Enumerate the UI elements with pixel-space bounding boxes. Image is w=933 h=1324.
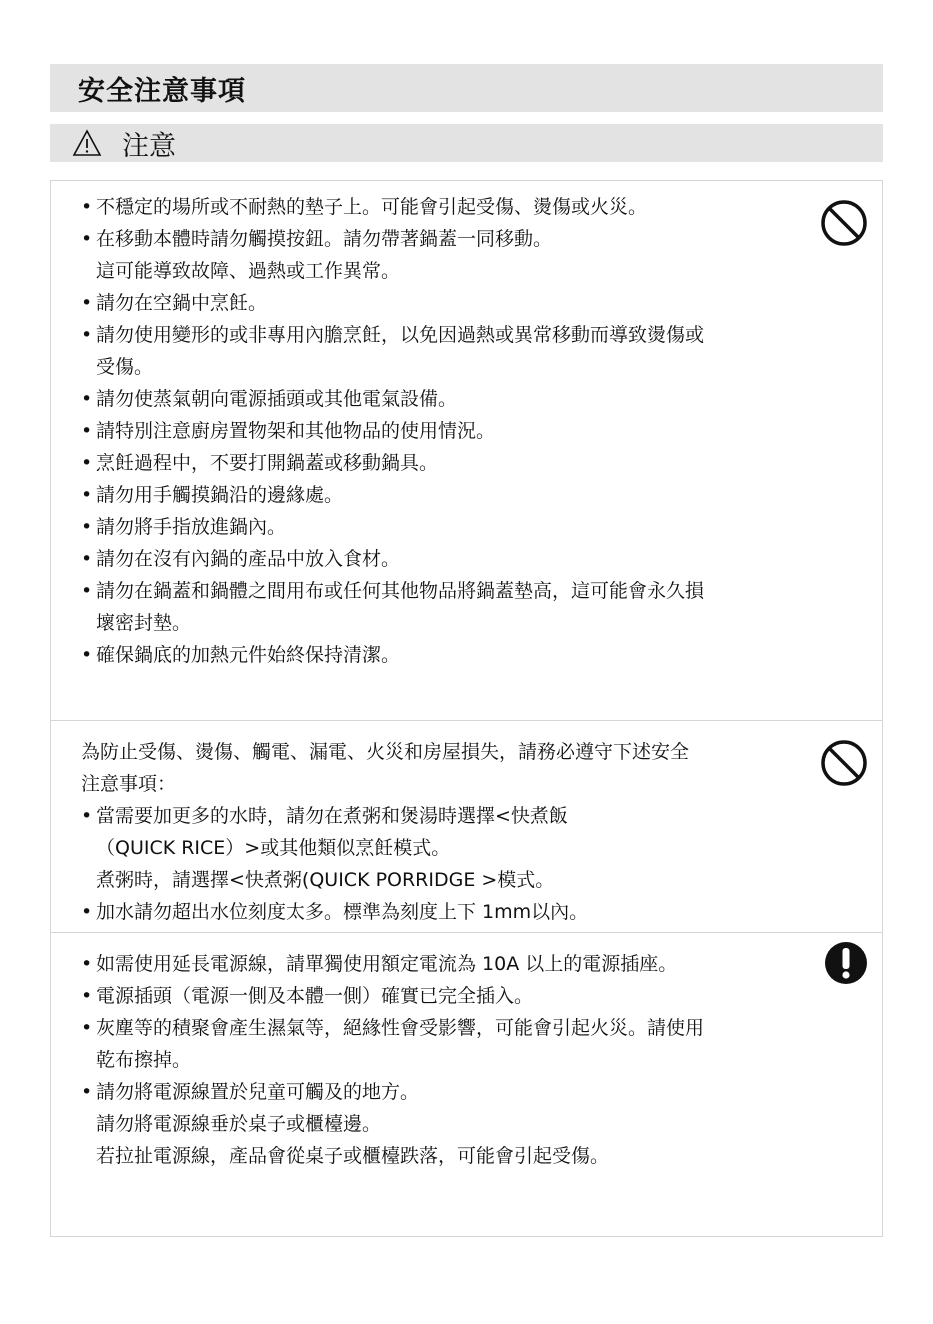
mandatory-list (81, 948, 816, 1108)
list-item: • 在移動本體時請勿觸摸按鈕。請勿帶著鍋蓋一同移動。 這可能導致故障、過熱或工作異常。 (81, 223, 816, 287)
list-item: • 如需使用延長電源線，請單獨使用額定電流為 10A 以上的電源插座。 (81, 948, 816, 980)
list-item: • 灰塵等的積聚會產生濕氣等，絕緣性會受影響，可能會引起火災。請使用 乾布擦掉。 (81, 1012, 816, 1076)
list-item: • 請勿將電源線置於兒童可觸及的地方。 (81, 1076, 816, 1108)
prohibited-icon (820, 739, 868, 787)
list-item: • 請勿在鍋蓋和鍋體之間用布或任何其他物品將鍋蓋墊高，這可能會永久損 壞密封墊。 (81, 575, 816, 639)
list-item: • 當需要加更多的水時，請勿在煮粥和煲湯時選擇<快煮飯 （QUICK RICE）>或其他類似烹飪模式。 煮粥時，請選擇<快煮粥(QUICK PORRIDGE >模式。 (81, 800, 816, 896)
mandatory-section (51, 932, 882, 1236)
prohibited-icon (820, 199, 868, 247)
safety-panel (50, 180, 883, 1237)
warning-triangle-icon (72, 129, 102, 157)
list-item: • 請勿將手指放進鍋內。 (81, 511, 816, 543)
prohibited-list-2 (81, 800, 816, 928)
list-item: • 不穩定的場所或不耐熱的墊子上。可能會引起受傷、燙傷或火災。 (81, 191, 816, 223)
caution-header (50, 124, 883, 162)
list-item: • 請勿使蒸氣朝向電源插頭或其他電氣設備。 (81, 383, 816, 415)
list-item: • 烹飪過程中，不要打開鍋蓋或移動鍋具。 (81, 447, 816, 479)
continuation-text: 請勿將電源線垂於桌子或櫃檯邊。 (96, 1113, 382, 1135)
list-item: • 請勿在空鍋中烹飪。 (81, 287, 816, 319)
list-item: • 請特別注意廚房置物架和其他物品的使用情況。 (81, 415, 816, 447)
section-intro: 為防止受傷、燙傷、觸電、漏電、火災和房屋損失，請務必遵守下述安全 注意事項： (81, 741, 690, 795)
continuation-text: 若拉扯電源線，產品會從桌子或櫃檯跌落，可能會引起受傷。 (96, 1145, 610, 1167)
list-item: • 請勿用手觸摸鍋沿的邊緣處。 (81, 479, 816, 511)
caution-label: 注意 (122, 130, 176, 162)
list-item: • 請勿使用變形的或非專用內膽烹飪，以免因過熱或異常移動而導致燙傷或 受傷。 (81, 319, 816, 383)
page-title: 安全注意事項 (78, 75, 246, 107)
list-item: • 電源插頭（電源一側及本體一側）確實已完全插入。 (81, 980, 816, 1012)
list-item: • 加水請勿超出水位刻度太多。標準為刻度上下 1mm以內。 (81, 896, 816, 928)
prohibited-list-1 (81, 191, 816, 671)
prohibited-section-1 (51, 181, 882, 720)
mandatory-exclamation-icon (824, 941, 868, 985)
prohibited-section-2 (51, 720, 882, 932)
page-title-bar (50, 64, 883, 112)
list-item: • 請勿在沒有內鍋的產品中放入食材。 (81, 543, 816, 575)
list-item: • 確保鍋底的加熱元件始終保持清潔。 (81, 639, 816, 671)
